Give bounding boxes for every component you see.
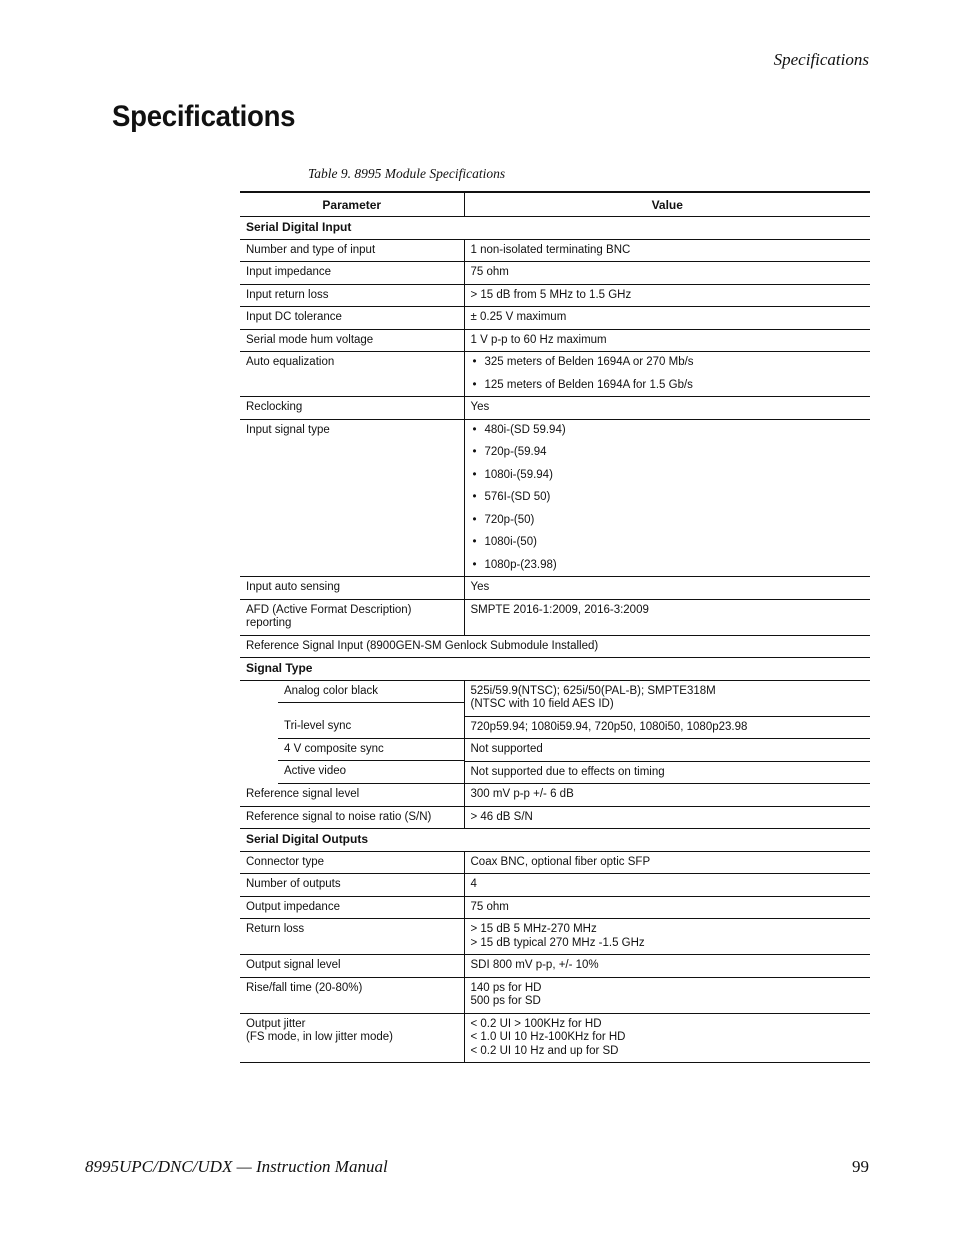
bullet-item: • 325 meters of Belden 1694A or 270 Mb/s xyxy=(471,356,865,370)
bullet-list xyxy=(471,424,865,573)
value-cell: SMPTE 2016-1:2009, 2016-3:2009 xyxy=(464,599,870,635)
indent-spacer xyxy=(240,739,278,762)
parameter-cell: Output impedance xyxy=(240,896,464,919)
section-title: Serial Digital Input xyxy=(240,217,870,240)
table-row xyxy=(240,896,870,919)
value-cell: 1 non-isolated terminating BNC xyxy=(464,239,870,262)
parameter-cell: Connector type xyxy=(240,851,464,874)
parameter-cell: Input return loss xyxy=(240,284,464,307)
parameter-cell: Rise/fall time (20-80%) xyxy=(240,977,464,1013)
column-header-parameter: Parameter xyxy=(240,192,464,217)
table-row xyxy=(240,680,870,716)
table-row xyxy=(240,806,870,829)
parameter-cell-indented xyxy=(240,716,464,739)
bullet-item: • 576I-(SD 50) xyxy=(471,491,865,505)
parameter-cell: Serial mode hum voltage xyxy=(240,329,464,352)
value-cell: 4 xyxy=(464,874,870,897)
table-row xyxy=(240,352,870,397)
table-row xyxy=(240,419,870,577)
indent-spacer xyxy=(240,716,278,739)
bullet-item: • 480i-(SD 59.94) xyxy=(471,424,865,438)
table-row xyxy=(240,329,870,352)
parameter-cell: Reclocking xyxy=(240,397,464,420)
parameter-cell: Input DC tolerance xyxy=(240,307,464,330)
footer-page-number: 99 xyxy=(852,1157,869,1176)
table-row xyxy=(240,851,870,874)
table-row xyxy=(240,955,870,978)
value-cell: 75 ohm xyxy=(464,262,870,285)
table-row xyxy=(240,307,870,330)
table-row xyxy=(240,739,870,762)
value-cell: Not supported xyxy=(464,739,870,762)
value-cell: 525i/59.9(NTSC); 625i/50(PAL-B); SMPTE318M (NTSC with 10 field AES ID) xyxy=(464,680,870,716)
sub-parameter: 4 V composite sync xyxy=(278,739,464,762)
reference-signal-input-row: Reference Signal Input (8900GEN-SM Genlock Submodule Installed) xyxy=(240,635,870,658)
section-row xyxy=(240,217,870,240)
bullet-item: • 1080i-(59.94) xyxy=(471,469,865,483)
bullet-item: • 1080p-(23.98) xyxy=(471,559,865,573)
value-cell: SDI 800 mV p-p, +/- 10% xyxy=(464,955,870,978)
parameter-cell-indented xyxy=(240,680,464,716)
parameter-cell: Reference signal to noise ratio (S/N) xyxy=(240,806,464,829)
sub-parameter: Active video xyxy=(278,761,464,784)
table-header-row xyxy=(240,192,870,217)
value-cell: > 15 dB from 5 MHz to 1.5 GHz xyxy=(464,284,870,307)
column-header-value: Value xyxy=(464,192,870,217)
table-row xyxy=(240,977,870,1013)
bullet-item: • 720p-(50) xyxy=(471,514,865,528)
parameter-cell: Number of outputs xyxy=(240,874,464,897)
value-cell xyxy=(464,419,870,577)
value-cell: Coax BNC, optional fiber optic SFP xyxy=(464,851,870,874)
parameter-cell: Return loss xyxy=(240,919,464,955)
table-row xyxy=(240,716,870,739)
table-row xyxy=(240,1013,870,1063)
value-cell: > 46 dB S/N xyxy=(464,806,870,829)
table-row xyxy=(240,919,870,955)
value-cell: > 15 dB 5 MHz-270 MHz > 15 dB typical 270 MHz -1.5 GHz xyxy=(464,919,870,955)
sub-parameter: Tri-level sync xyxy=(278,716,464,739)
parameter-cell: AFD (Active Format Description) reporting xyxy=(240,599,464,635)
value-cell: Yes xyxy=(464,577,870,600)
parameter-cell: Output signal level xyxy=(240,955,464,978)
running-header: Specifications xyxy=(773,50,869,69)
table-row xyxy=(240,784,870,807)
value-cell: Not supported due to effects on timing xyxy=(464,761,870,784)
parameter-cell: Reference signal level xyxy=(240,784,464,807)
indent-spacer xyxy=(240,681,278,704)
table-row xyxy=(240,284,870,307)
parameter-cell: Input auto sensing xyxy=(240,577,464,600)
value-cell: Yes xyxy=(464,397,870,420)
value-cell: ± 0.25 V maximum xyxy=(464,307,870,330)
section-title: Signal Type xyxy=(240,658,870,681)
parameter-cell: Auto equalization xyxy=(240,352,464,397)
section-row xyxy=(240,829,870,852)
parameter-cell: Input impedance xyxy=(240,262,464,285)
table-row xyxy=(240,577,870,600)
table-row xyxy=(240,397,870,420)
parameter-cell: Number and type of input xyxy=(240,239,464,262)
value-cell: 140 ps for HD 500 ps for SD xyxy=(464,977,870,1013)
value-cell: < 0.2 UI > 100KHz for HD < 1.0 UI 10 Hz-100KHz for HD < 0.2 UI 10 Hz and up for SD xyxy=(464,1013,870,1063)
parameter-cell: Output jitter (FS mode, in low jitter mode) xyxy=(240,1013,464,1063)
table-row xyxy=(240,761,870,784)
footer-manual-title: 8995UPC/DNC/UDX — Instruction Manual xyxy=(85,1157,388,1176)
table-row xyxy=(240,874,870,897)
section-row xyxy=(240,658,870,681)
sub-parameter: Analog color black xyxy=(278,681,464,704)
bullet-item: • 1080i-(50) xyxy=(471,536,865,550)
bullet-list xyxy=(471,356,865,392)
table-row xyxy=(240,262,870,285)
value-cell xyxy=(464,352,870,397)
page-title: Specifications xyxy=(112,100,296,133)
specifications-table xyxy=(240,191,870,1063)
value-cell: 1 V p-p to 60 Hz maximum xyxy=(464,329,870,352)
table-row xyxy=(240,635,870,658)
parameter-cell-indented xyxy=(240,739,464,762)
table-row xyxy=(240,599,870,635)
section-title: Serial Digital Outputs xyxy=(240,829,870,852)
value-cell: 75 ohm xyxy=(464,896,870,919)
indent-spacer xyxy=(240,761,278,784)
value-cell: 300 mV p-p +/- 6 dB xyxy=(464,784,870,807)
table-caption: Table 9. 8995 Module Specifications xyxy=(308,166,506,181)
bullet-item: • 720p-(59.94 xyxy=(471,446,865,460)
parameter-cell: Input signal type xyxy=(240,419,464,577)
value-cell: 720p59.94; 1080i59.94, 720p50, 1080i50, 1080p23.98 xyxy=(464,716,870,739)
parameter-cell-indented xyxy=(240,761,464,784)
bullet-item: • 125 meters of Belden 1694A for 1.5 Gb/s xyxy=(471,379,865,393)
table-row xyxy=(240,239,870,262)
